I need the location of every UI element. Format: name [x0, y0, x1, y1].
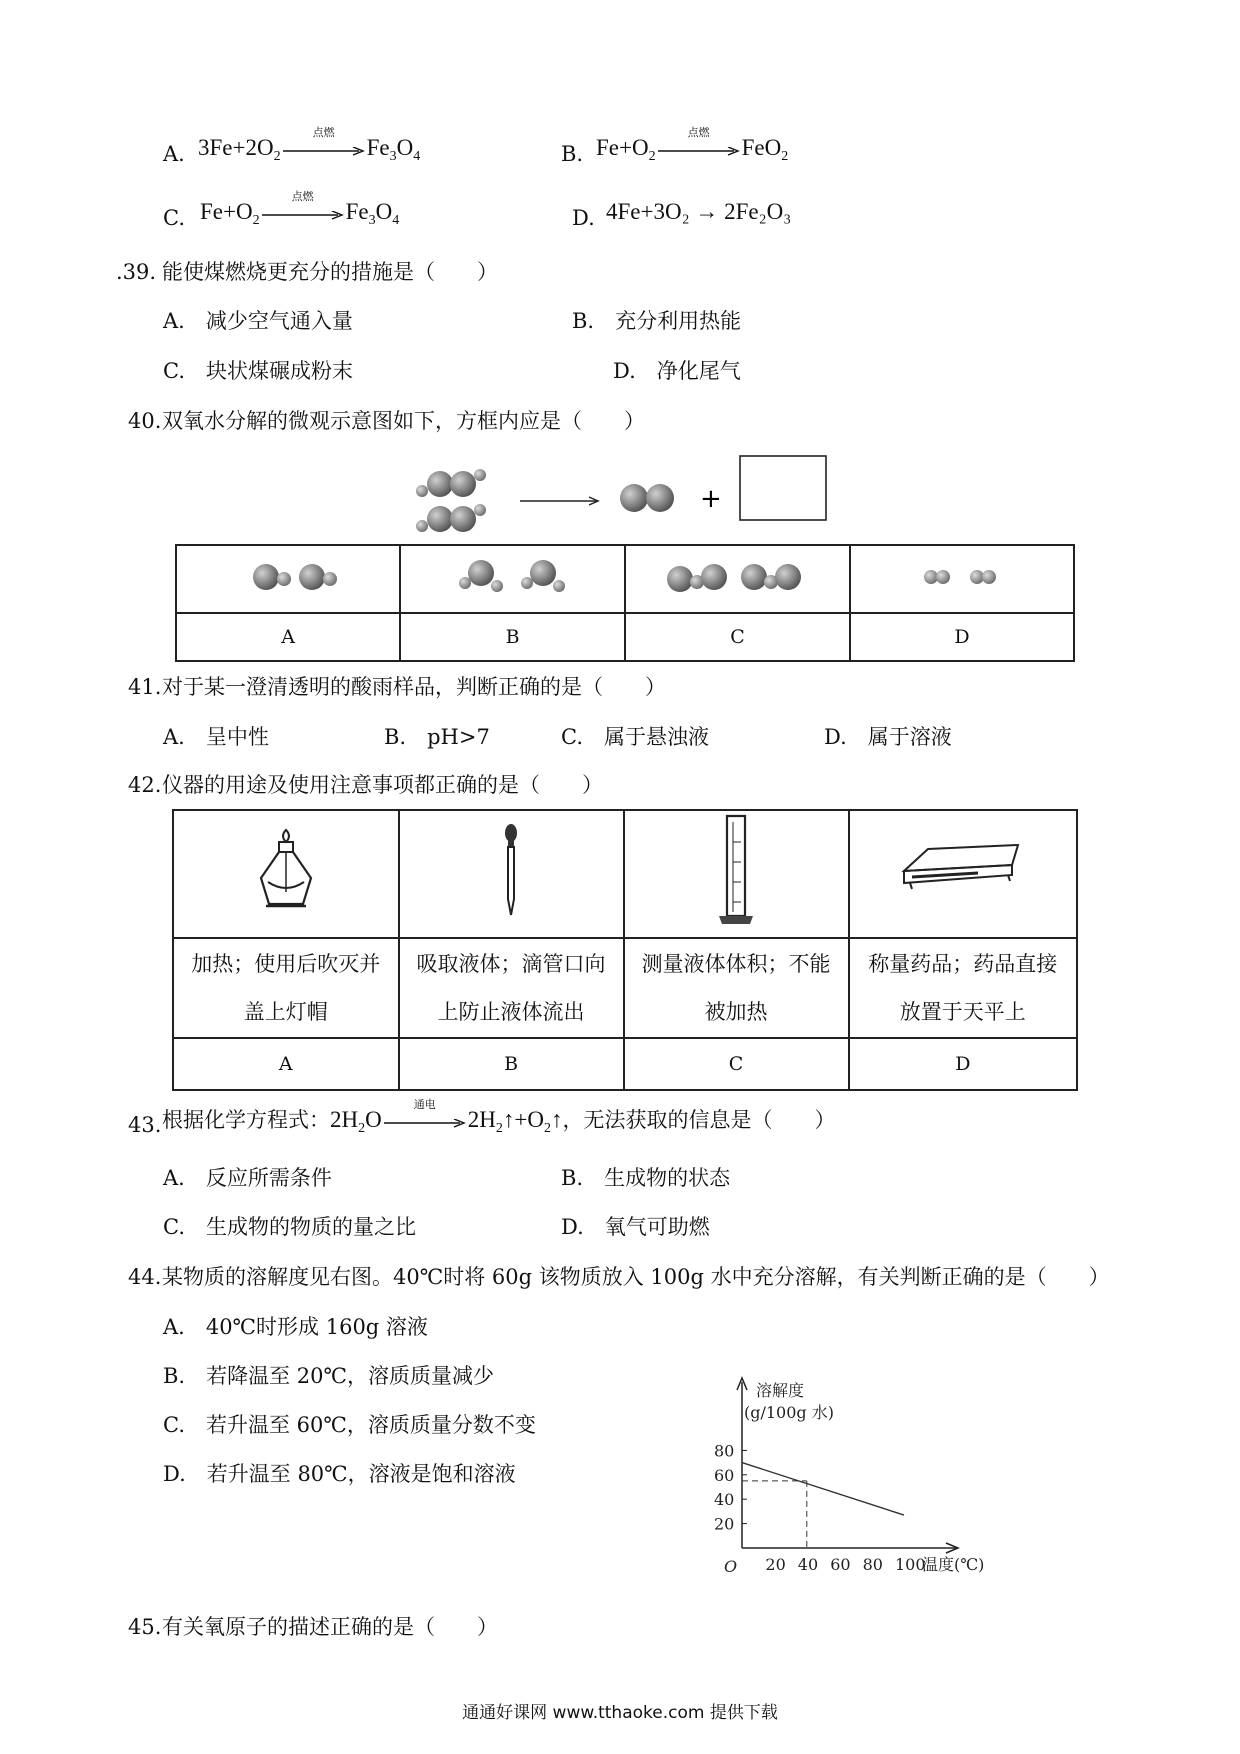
q41-option-d: D. 属于溶液: [824, 725, 952, 749]
q41-number: 41.: [128, 675, 162, 699]
solubility-curve: [742, 1463, 904, 1515]
x-tick-label: 60: [830, 1555, 851, 1574]
q40-choice-c-label: C: [625, 613, 850, 661]
q42-cell-c-text: 测量液体体积；不能 被加热: [624, 938, 849, 1038]
x-tick-label: 20: [765, 1555, 786, 1574]
q39-option-b: B. 充分利用热能: [572, 309, 742, 333]
q38-option-a-formula: $3Fe+2O_2$ 点燃 $Fe_3O_4$: [198, 125, 421, 164]
bent-water-molecules-icon: [443, 555, 583, 599]
q43-equation: $2H_2O$ 通电 $2H_2↑+O_2↑$: [330, 1097, 563, 1136]
q42-cell-d-label: D: [849, 1038, 1077, 1090]
origin-label: O: [724, 1557, 738, 1576]
q38-option-b-formula: $Fe+O_2$ 点燃 FeO$_2$: [596, 125, 789, 164]
q43-option-d: D. 氧气可助燃: [561, 1215, 710, 1239]
y-axis-title: 溶解度: [756, 1381, 805, 1400]
q42-stem: 仪器的用途及使用注意事项都正确的是（ ）: [162, 773, 603, 797]
y-tick-label: 20: [714, 1514, 735, 1534]
q42-cell-b-text: 吸取液体；滴管口向 上防止液体流出: [399, 938, 624, 1038]
q43-option-c: C. 生成物的物质的量之比: [163, 1215, 416, 1239]
q44-number: 44.: [128, 1265, 162, 1289]
q39-option-c: C. 块状煤碾成粉末: [163, 359, 353, 383]
q38-option-d-formula: 4Fe+3O₂ → 2Fe₂O₃: [606, 199, 792, 224]
q40-choice-d-image: [850, 545, 1074, 613]
q44-option-a: A. 40℃时形成 160g 溶液: [163, 1315, 428, 1339]
graduated-cylinder-icon: [711, 812, 761, 932]
q42-cell-c-label: C: [624, 1038, 849, 1090]
q40-choice-b-label: B: [400, 613, 625, 661]
q43-option-b: B. 生成物的状态: [561, 1166, 731, 1190]
q40-choice-b-image: [400, 545, 625, 613]
q44-option-c: C. 若升温至 60℃，溶质质量分数不变: [163, 1413, 536, 1437]
q38-option-c-formula: $Fe+O_2$ 点燃 $Fe_3O_4$: [200, 189, 400, 228]
q42-cell-b-image: [399, 810, 624, 938]
q39-option-d: D. 净化尾气: [613, 359, 741, 383]
q42-cell-d-text: 称量药品；药品直接 放置于天平上: [849, 938, 1077, 1038]
q41-option-c: C. 属于悬浊液: [561, 725, 709, 749]
q44-option-b: B. 若降温至 20℃，溶质质量减少: [163, 1364, 494, 1388]
q38-option-a-label: A.: [163, 142, 185, 166]
q42-instrument-table: [172, 809, 1078, 1091]
q42-cell-d-image: [849, 810, 1077, 938]
q40-choice-d-label: D: [850, 613, 1074, 661]
y-tick-label: 80: [714, 1441, 735, 1461]
q39-number: .39.: [116, 260, 157, 284]
q40-choice-a-label: A: [176, 613, 400, 661]
q42-cell-c-image: [624, 810, 849, 938]
q44-option-d: D. 若升温至 80℃，溶液是饱和溶液: [163, 1462, 516, 1486]
q39-stem: 能使煤燃烧更充分的措施是（ ）: [162, 260, 498, 284]
q45-stem: 有关氧原子的描述正确的是（ ）: [162, 1615, 498, 1639]
q44-stem: 某物质的溶解度见右图。40℃时将 60g 该物质放入 100g 水中充分溶解，有关判断正确的是（ ）: [162, 1265, 1110, 1289]
q41-stem: 对于某一澄清透明的酸雨样品，判断正确的是（ ）: [162, 675, 666, 699]
q38-option-c-label: C.: [163, 206, 185, 230]
q40-reaction-diagram: [410, 448, 850, 538]
q42-cell-a-label: A: [173, 1038, 399, 1090]
q40-choice-a-image: [176, 545, 400, 613]
q39-option-a: A. 减少空气通入量: [163, 309, 353, 333]
q42-cell-b-label: B: [399, 1038, 624, 1090]
x-tick-label: 40: [797, 1555, 819, 1574]
electronic-balance-icon: [898, 837, 1028, 907]
q42-cell-a-text: 加热；使用后吹灭并 盖上灯帽: [173, 938, 399, 1038]
q43-stem: 根据化学方程式：$2H_2O$ 通电 $2H_2↑+O_2↑$，无法获取的信息是（ ）: [162, 1097, 836, 1136]
ozone-like-molecules-icon: [662, 555, 812, 599]
answer-box: [740, 456, 826, 520]
o2-molecule: [620, 484, 674, 512]
q42-number: 42.: [128, 773, 162, 797]
q40-choice-c-image: [625, 545, 850, 613]
q40-stem: 双氧水分解的微观示意图如下，方框内应是（ ）: [162, 409, 645, 433]
plus-sign: +: [700, 484, 722, 514]
q41-option-b: B. pH>7: [384, 725, 490, 749]
y-tick-label: 40: [714, 1490, 735, 1510]
q43-number: 43.: [128, 1113, 162, 1137]
q38-option-b-label: B.: [561, 142, 584, 166]
h2o-molecules-icon: [228, 557, 348, 597]
h2-molecules-icon: [907, 562, 1017, 592]
alcohol-lamp-icon: [246, 822, 326, 922]
y-axis-unit: (g/100g 水): [744, 1403, 834, 1422]
q40-number: 40.: [128, 409, 162, 433]
q38-option-d-label: D.: [572, 206, 595, 230]
h2o2-molecule: [416, 469, 486, 497]
x-tick-label: 100: [895, 1555, 926, 1574]
page-footer: 通通好课网 www.tthaoke.com 提供下载: [462, 1703, 778, 1723]
dropper-icon: [491, 817, 531, 927]
q45-number: 45.: [128, 1615, 162, 1639]
x-tick-label: 80: [862, 1555, 883, 1574]
h2o2-molecule: [416, 504, 486, 532]
q43-option-a: A. 反应所需条件: [163, 1166, 332, 1190]
q40-choice-table: [175, 544, 1075, 662]
x-axis-title: 温度(℃): [922, 1555, 985, 1574]
q41-option-a: A. 呈中性: [163, 725, 269, 749]
y-tick-label: 60: [714, 1465, 735, 1485]
solubility-chart: [700, 1370, 1020, 1580]
q42-cell-a-image: [173, 810, 399, 938]
